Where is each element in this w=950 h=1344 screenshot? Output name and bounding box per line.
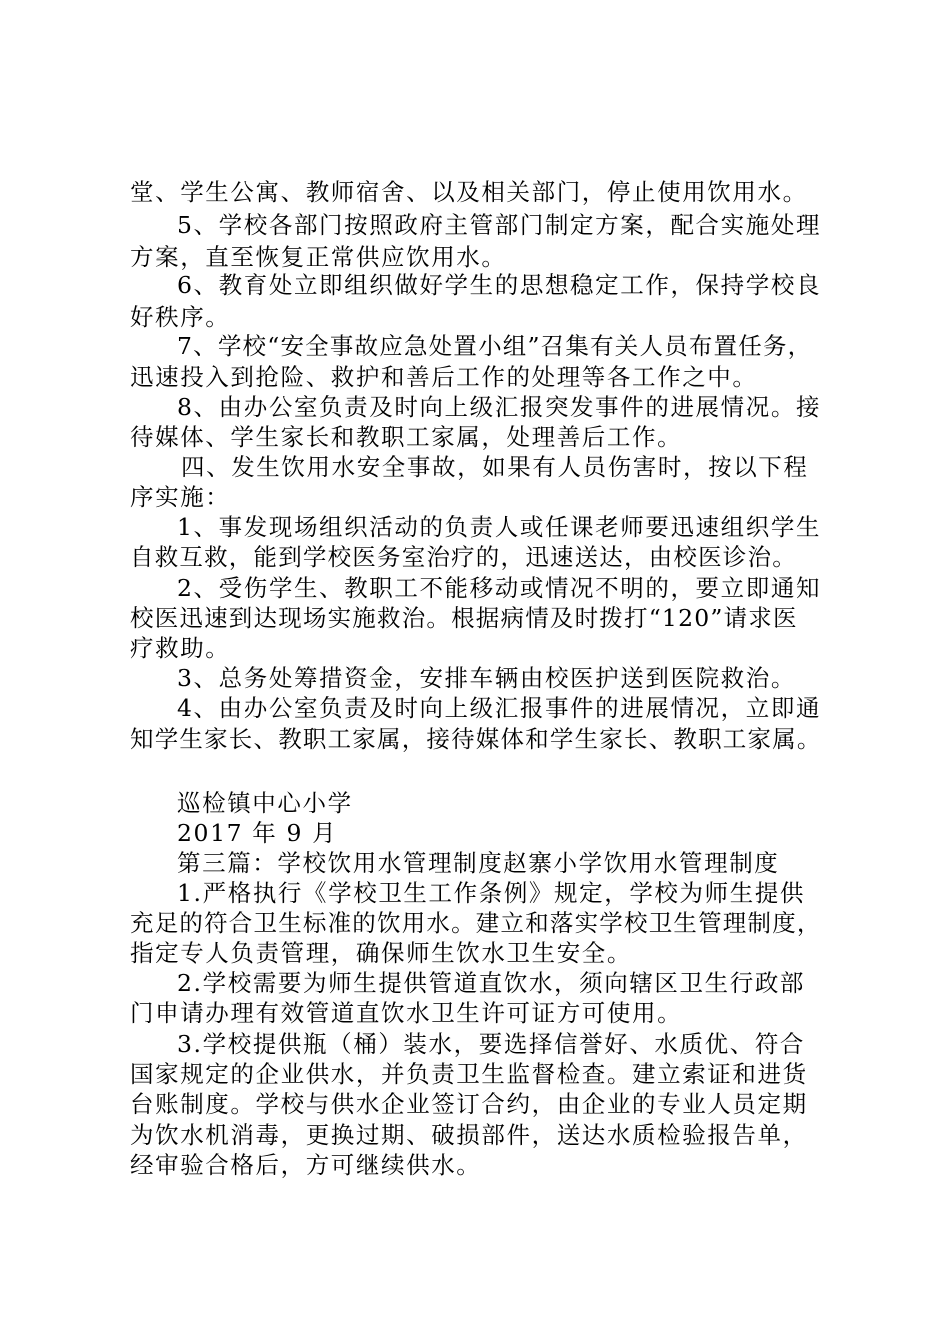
text-line: 8、由办公室负责及时向上级汇报突发事件的进展情况。接 bbox=[177, 393, 822, 421]
signature-date: 2017 年 9 月 bbox=[177, 819, 338, 847]
text-line: 好秩序。 bbox=[130, 303, 231, 331]
text-line: 2、受伤学生、教职工不能移动或情况不明的，要立即通知 bbox=[177, 574, 822, 602]
text-line: 6、教育处立即组织做好学生的思想稳定工作，保持学校良 bbox=[177, 271, 822, 299]
text-line: 为饮水机消毒，更换过期、破损部件，送达水质检验报告单， bbox=[130, 1121, 808, 1149]
text-line: 迅速投入到抢险、救护和善后工作的处理等各工作之中。 bbox=[130, 363, 758, 391]
text-line: 1、事发现场组织活动的负责人或任课老师要迅速组织学生 bbox=[177, 513, 822, 541]
text-line: 知学生家长、教职工家属，接待媒体和学生家长、教职工家属。 bbox=[130, 725, 822, 753]
section-heading: 四、发生饮用水安全事故，如果有人员伤害时，按以下程 bbox=[181, 453, 809, 481]
text-line: 1.严格执行《学校卫生工作条例》规定，学校为师生提供 bbox=[177, 879, 806, 907]
text-line: 2.学校需要为师生提供管道直饮水，须向辖区卫生行政部 bbox=[177, 969, 806, 997]
text-line: 指定专人负责管理，确保师生饮水卫生安全。 bbox=[130, 939, 632, 967]
text-line: 校医迅速到达现场实施救治。根据病情及时拨打“120”请求医 bbox=[130, 604, 798, 632]
signature-school: 巡检镇中心小学 bbox=[177, 789, 353, 817]
section-title: 第三篇：学校饮用水管理制度赵寨小学饮用水管理制度 bbox=[177, 849, 780, 877]
text-line: 自救互救，能到学校医务室治疗的，迅速送达，由校医诊治。 bbox=[130, 543, 797, 571]
text-line: 疗救助。 bbox=[130, 634, 231, 662]
text-line: 5、学校各部门按照政府主管部门制定方案，配合实施处理 bbox=[177, 211, 822, 239]
text-line: 堂、学生公寓、教师宿舍、以及相关部门，停止使用饮用水。 bbox=[130, 178, 808, 206]
text-line: 国家规定的企业供水，并负责卫生监督检查。建立索证和进货 bbox=[130, 1060, 808, 1088]
text-line: 3.学校提供瓶（桶）装水，要选择信誉好、水质优、符合 bbox=[177, 1030, 806, 1058]
text-line: 7、学校“安全事故应急处置小组”召集有关人员布置任务， bbox=[177, 332, 813, 360]
text-line: 方案，直至恢复正常供应饮用水。 bbox=[130, 243, 507, 271]
text-line: 台账制度。学校与供水企业签订合约，由企业的专业人员定期 bbox=[130, 1090, 808, 1118]
text-line: 待媒体、学生家长和教职工家属，处理善后工作。 bbox=[130, 423, 683, 451]
text-line: 充足的符合卫生标准的饮用水。建立和落实学校卫生管理制度， bbox=[130, 909, 822, 937]
text-line: 3、总务处筹措资金，安排车辆由校医护送到医院救治。 bbox=[177, 664, 796, 692]
text-line: 4、由办公室负责及时向上级汇报事件的进展情况，立即通 bbox=[177, 694, 822, 722]
text-line: 序实施： bbox=[130, 483, 231, 511]
text-line: 门申请办理有效管道直饮水卫生许可证方可使用。 bbox=[130, 999, 683, 1027]
text-line: 经审验合格后，方可继续供水。 bbox=[130, 1151, 482, 1179]
